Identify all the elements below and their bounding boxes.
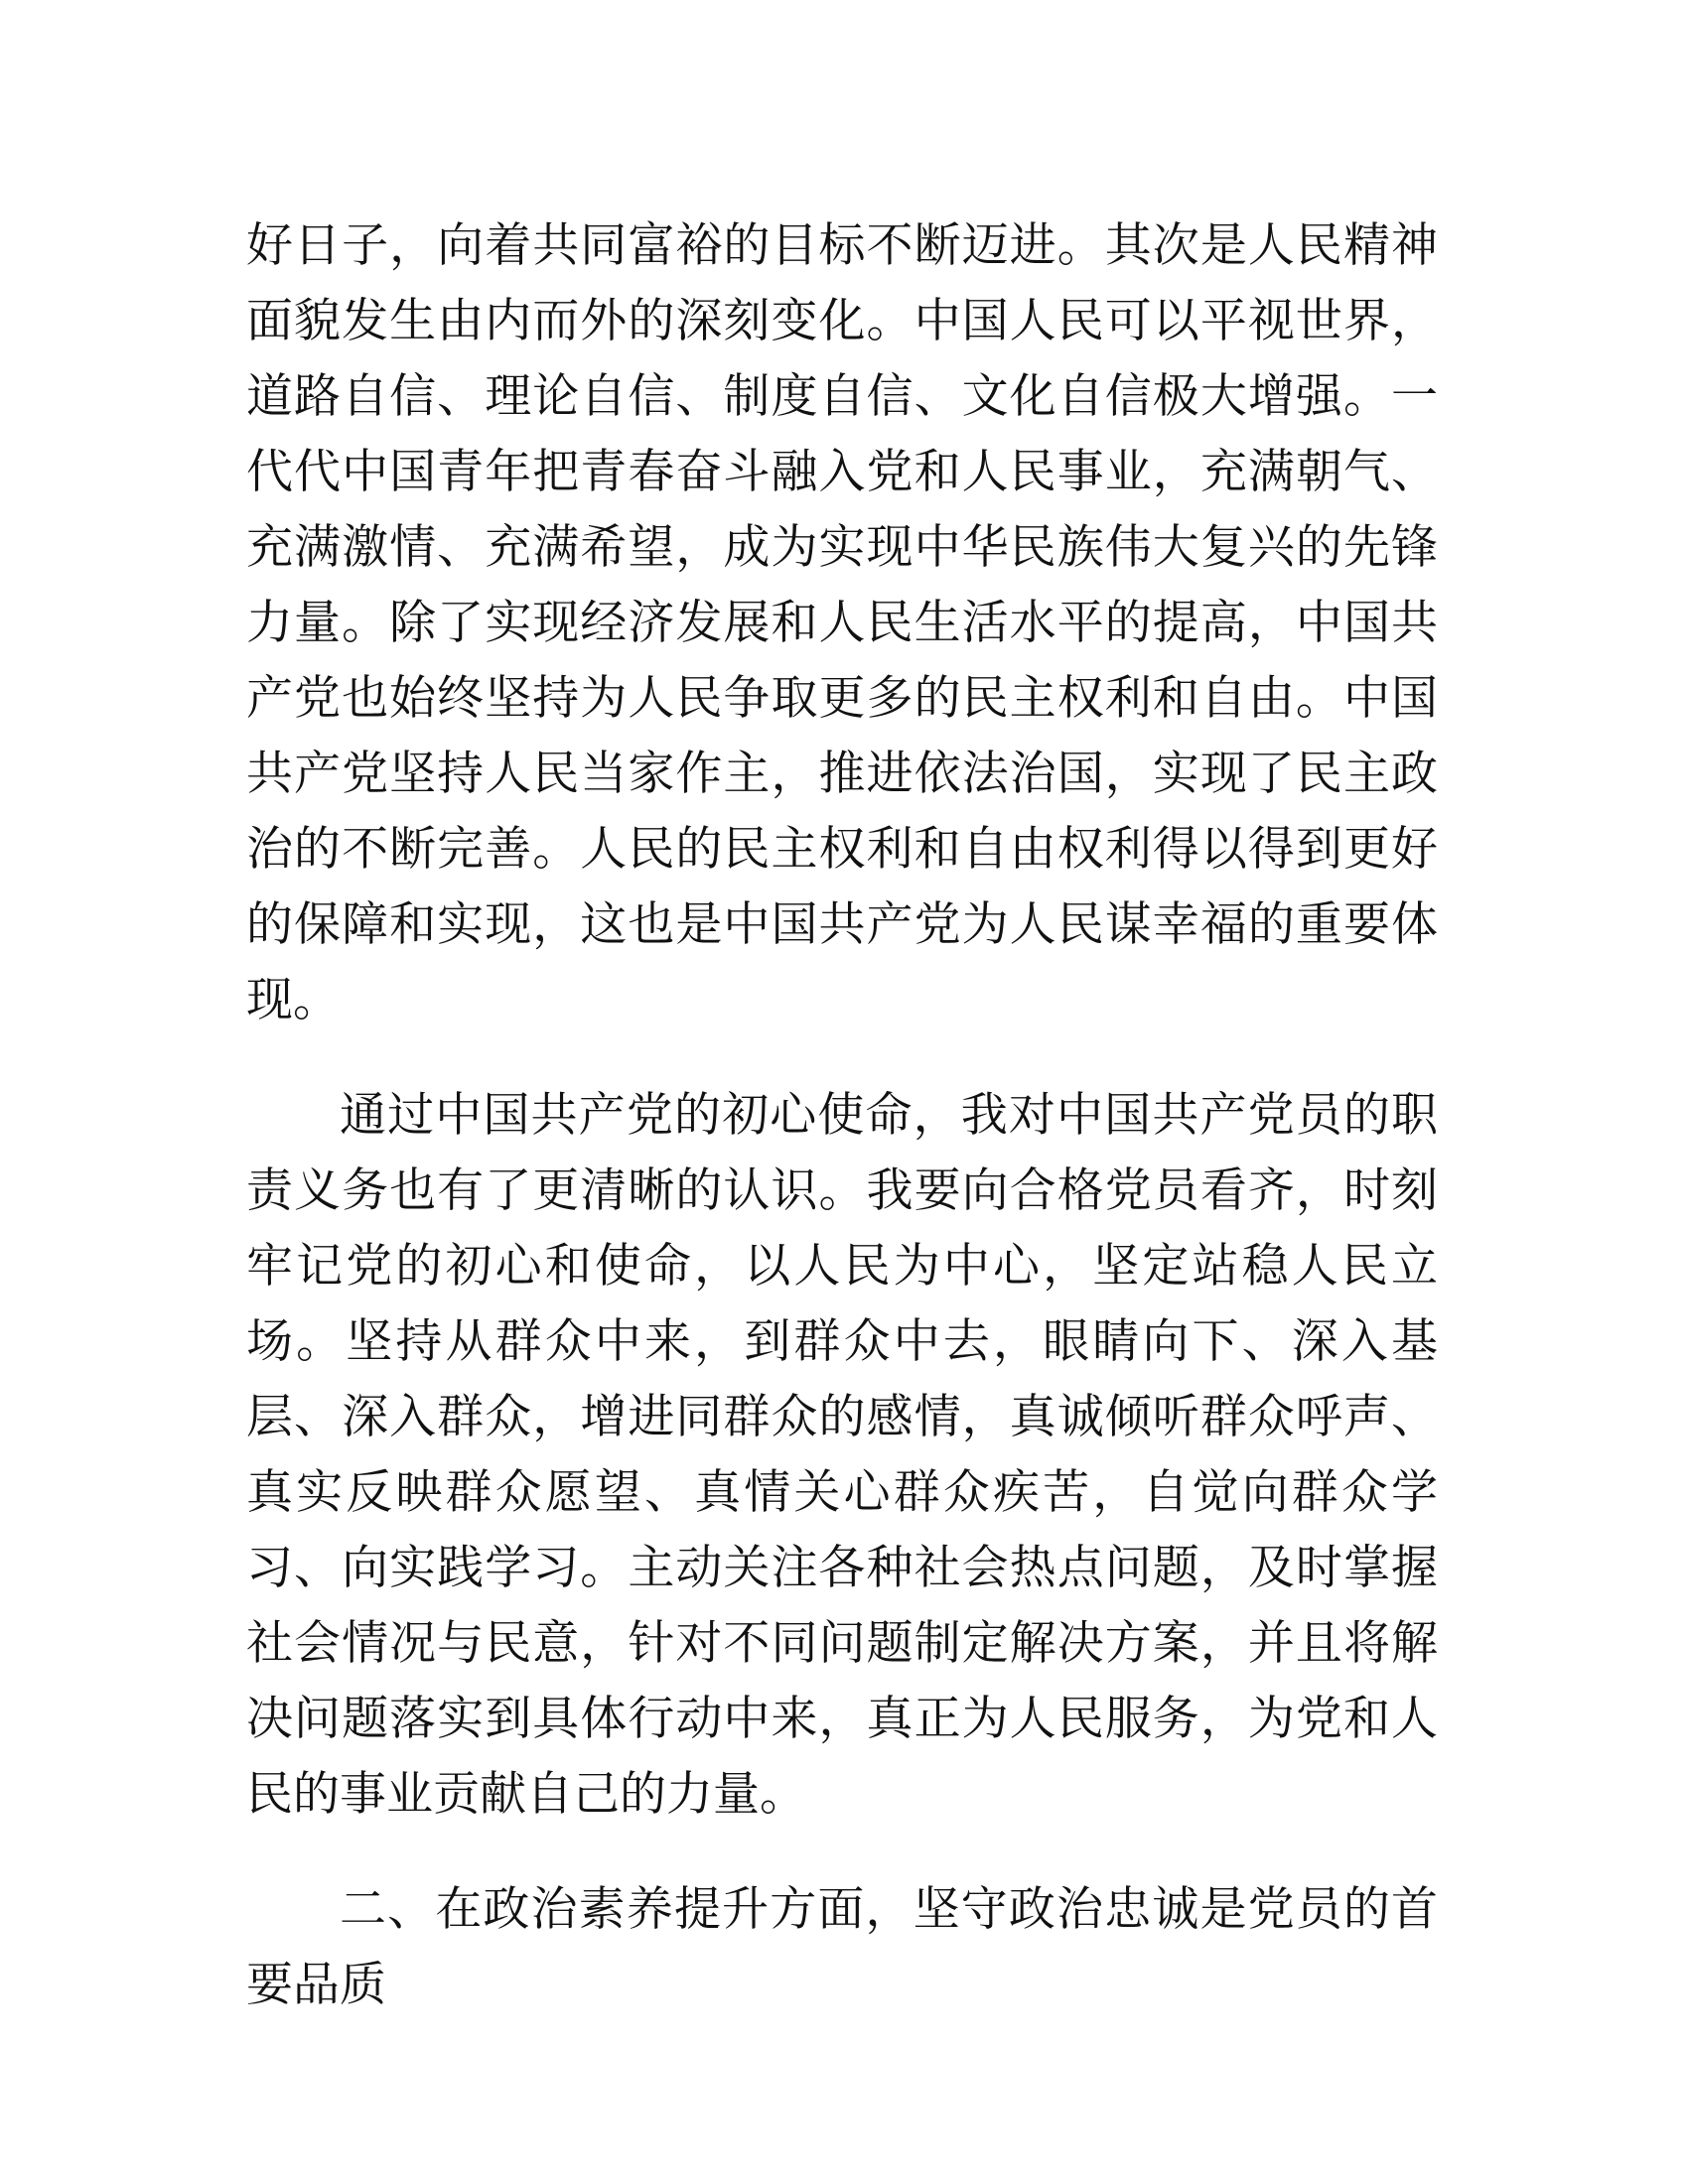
paragraph-continuation: 好日子，向着共同富裕的目标不断迈进。其次是人民精神面貌发生由内而外的深刻变化。中国人民可以平视世界，道路自信、理论自信、制度自信、文化自信极大增强。一代代中国青年把青春奋斗融入党和人民事业，充满朝气、充满激情、充满希望，成为实现中华民族伟大复兴的先锋力量。除了实现经济发展和人民生活水平的提高，中国共产党也始终坚持为人民争取更多的民主权利和自由。中国共产党坚持人民当家作主，推进依法治国，实现了民主政治的不断完善。人民的民主权利和自由权利得以得到更好的保障和实现，这也是中国共产党为人民谋幸福的重要体现。 [246, 218, 1438, 1027]
section-heading-political-literacy: 二、在政治素养提升方面，坚守政治忠诚是党员的首要品质 [246, 1882, 1438, 2012]
document-body [246, 208, 1438, 2063]
paragraph-duty-reflection: 通过中国共产党的初心使命，我对中国共产党员的职责义务也有了更清晰的认识。我要向合格党员看齐，时刻牢记党的初心和使命，以人民为中心，坚定站稳人民立场。坚持从群众中来，到群众中去，眼睛向下、深入基层、深入群众，增进同群众的感情，真诚倾听群众呼声、真实反映群众愿望、真情关心群众疾苦，自觉向群众学习、向实践学习。主动关注各种社会热点问题，及时掌握社会情况与民意，针对不同问题制定解决方案，并且将解决问题落实到具体行动中来，真正为人民服务，为党和人民的事业贡献自己的力量。 [246, 1088, 1438, 1822]
